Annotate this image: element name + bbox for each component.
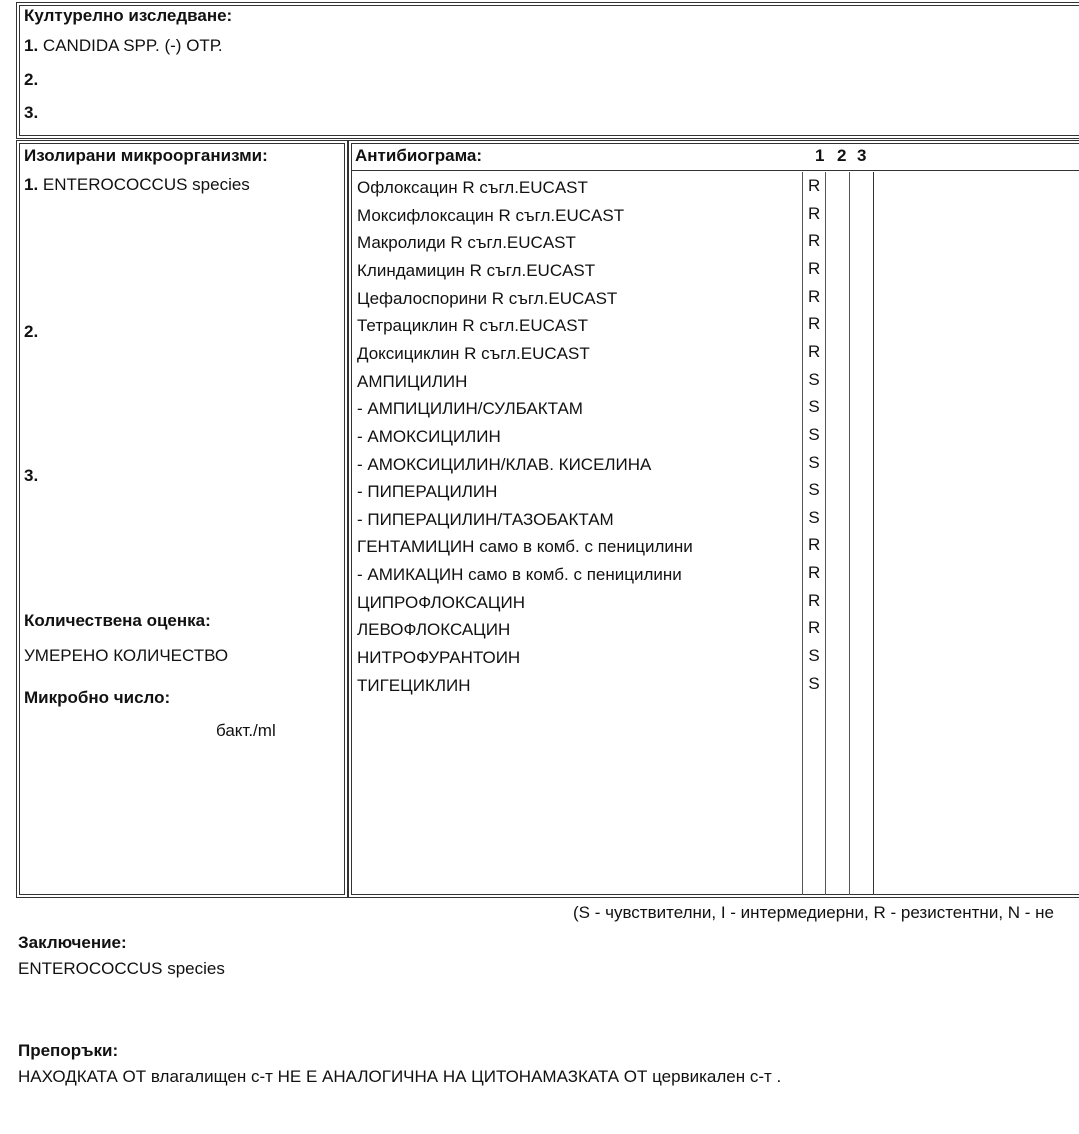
culture-item-2-num: 2. bbox=[24, 70, 39, 89]
antibiotic-name: ЛЕВОФЛОКСАЦИН bbox=[357, 620, 511, 639]
antibiotic-result-1: S bbox=[808, 425, 820, 444]
culture-item-1 bbox=[24, 36, 223, 56]
antibiotic-result-1: S bbox=[808, 480, 820, 499]
antibiogram-col-3-right-line bbox=[873, 172, 874, 895]
antibiotic-name: Клиндамицин R съгл.EUCAST bbox=[357, 261, 596, 280]
antibiotic-name: - ПИПЕРАЦИЛИН/ТАЗОБАКТАМ bbox=[357, 510, 614, 529]
antibiotic-name: - АМОКСИЦИЛИН/КЛАВ. КИСЕЛИНА bbox=[357, 455, 652, 474]
isolated-section-inner-border bbox=[19, 143, 345, 895]
microbial-count-unit: бакт./ml bbox=[216, 721, 276, 740]
legend-text: (S - чувствителни, I - интермедиерни, R - резистентни, N - не bbox=[573, 903, 1054, 922]
isolated-item-3-num: 3. bbox=[24, 466, 39, 485]
antibiotic-result-1: S bbox=[808, 453, 820, 472]
isolated-item-1-num: 1. bbox=[24, 175, 39, 194]
culture-item-1-num: 1. bbox=[24, 36, 39, 55]
quantity-title: Количествена оценка: bbox=[24, 611, 211, 630]
antibiotic-result-1: R bbox=[808, 176, 821, 195]
antibiotic-name: АМПИЦИЛИН bbox=[357, 372, 468, 391]
antibiotic-name: Цефалоспорини R съгл.EUCAST bbox=[357, 289, 618, 308]
antibiotic-name: Моксифлоксацин R съгл.EUCAST bbox=[357, 206, 625, 225]
antibiotic-result-1: R bbox=[808, 231, 821, 250]
culture-item-1-text: CANDIDA SPP. (-) ОТР. bbox=[42, 36, 223, 55]
conclusion-text: ENTEROCOCCUS species bbox=[18, 959, 225, 978]
antibiotic-result-1: R bbox=[808, 259, 821, 278]
antibiotic-name: ГЕНТАМИЦИН само в комб. с пеницилини bbox=[357, 537, 693, 556]
antibiotic-result-1: S bbox=[808, 397, 820, 416]
antibiotic-name: - ПИПЕРАЦИЛИН bbox=[357, 482, 498, 501]
antibiogram-header-divider bbox=[351, 170, 1079, 171]
antibiotic-name: Тетрациклин R съгл.EUCAST bbox=[357, 316, 588, 335]
antibiotic-name: НИТРОФУРАНТОИН bbox=[357, 648, 521, 667]
antibiotic-name: ТИГЕЦИКЛИН bbox=[357, 676, 471, 695]
antibiotic-name: ЦИПРОФЛОКСАЦИН bbox=[357, 593, 525, 612]
quantity-value: УМЕРЕНО КОЛИЧЕСТВО bbox=[24, 646, 229, 665]
antibiotic-name: - АМПИЦИЛИН/СУЛБАКТАМ bbox=[357, 399, 583, 418]
culture-item-3-num: 3. bbox=[24, 103, 39, 122]
isolated-item-2-num: 2. bbox=[24, 322, 39, 341]
antibiotic-result-1: S bbox=[808, 508, 820, 527]
antibiotic-result-1: R bbox=[808, 342, 821, 361]
recommendations-title: Препоръки: bbox=[18, 1041, 119, 1060]
antibiotic-result-1: R bbox=[808, 535, 821, 554]
antibiotic-name: - АМОКСИЦИЛИН bbox=[357, 427, 501, 446]
antibiogram-title: Антибиограма: bbox=[355, 146, 483, 165]
culture-title: Културелно изследване: bbox=[24, 6, 233, 25]
antibiogram-col-3: 3 bbox=[857, 146, 867, 165]
antibiotic-result-1: R bbox=[808, 563, 821, 582]
antibiogram-col-1: 1 bbox=[815, 146, 825, 165]
antibiotic-name: Макролиди R съгл.EUCAST bbox=[357, 233, 576, 252]
microbial-count-title: Микробно число: bbox=[24, 688, 171, 707]
antibiogram-col-2: 2 bbox=[837, 146, 847, 165]
isolated-item-1-text: ENTEROCOCCUS species bbox=[42, 175, 250, 194]
antibiotic-name: Офлоксацин R съгл.EUCAST bbox=[357, 178, 588, 197]
antibiotic-name: Доксициклин R съгл.EUCAST bbox=[357, 344, 590, 363]
antibiotic-result-1: S bbox=[808, 646, 820, 665]
antibiotic-result-1: R bbox=[808, 618, 821, 637]
antibiogram-col-3-left-line bbox=[849, 172, 850, 895]
antibiotic-result-1: R bbox=[808, 287, 821, 306]
recommendations-text: НАХОДКАТА ОТ влагалищен с-т НЕ Е АНАЛОГИЧНА НА ЦИТОНАМАЗКАТА ОТ цервикален с-т . bbox=[18, 1067, 782, 1086]
antibiotic-result-1: S bbox=[808, 370, 820, 389]
antibiotic-result-1: R bbox=[808, 591, 821, 610]
antibiotic-result-1: R bbox=[808, 204, 821, 223]
antibiotic-result-1: S bbox=[808, 674, 820, 693]
antibiotic-result-1: R bbox=[808, 314, 821, 333]
isolated-title: Изолирани микроорганизми: bbox=[24, 146, 268, 165]
antibiogram-col-2-left-line bbox=[825, 172, 826, 895]
isolated-item-1 bbox=[24, 175, 250, 195]
antibiotic-name: - АМИКАЦИН само в комб. с пеницилини bbox=[357, 565, 682, 584]
antibiogram-col-1-left-line bbox=[802, 172, 803, 895]
conclusion-title: Заключение: bbox=[18, 933, 127, 952]
